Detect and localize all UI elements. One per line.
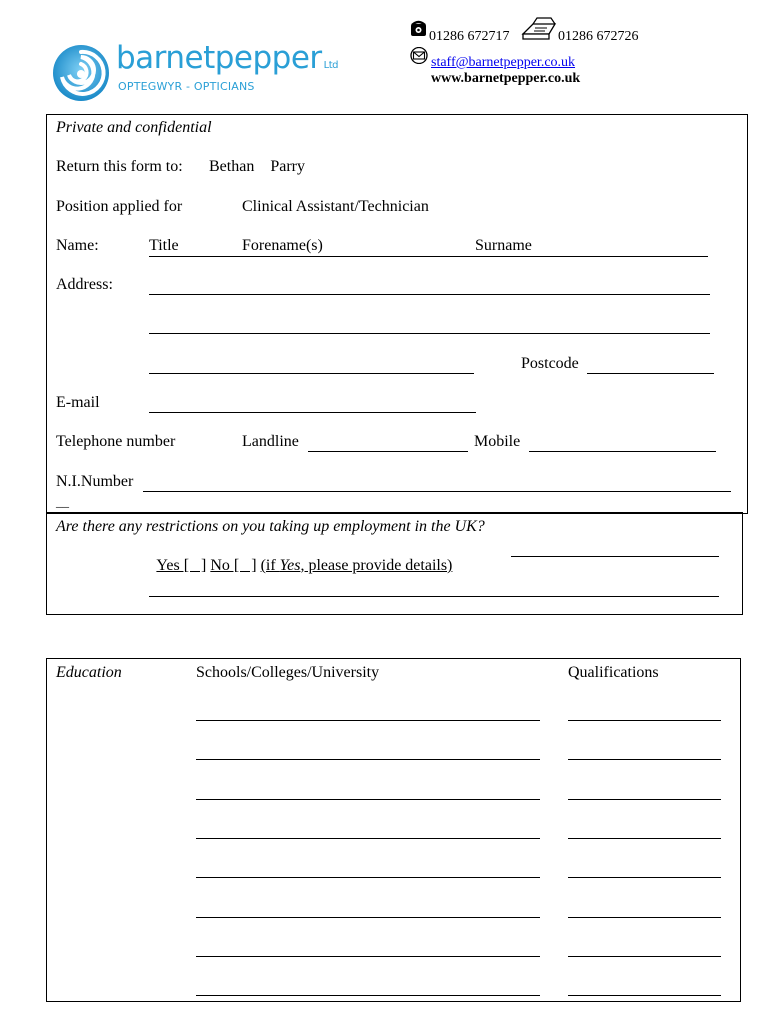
surname-field-label[interactable]: Surname bbox=[475, 237, 532, 254]
website-link[interactable]: www.barnetpepper.co.uk bbox=[431, 71, 581, 86]
email-envelope-icon bbox=[410, 47, 428, 64]
email-line[interactable] bbox=[149, 412, 476, 413]
address-line-2[interactable] bbox=[149, 333, 710, 334]
forename-field-label[interactable]: Forename(s) bbox=[242, 237, 323, 254]
schools-column-header: Schools/Colleges/University bbox=[196, 664, 380, 681]
ni-number-line[interactable] bbox=[143, 491, 731, 492]
brand-subtitle: OPTEGWYR - OPTICIANS bbox=[118, 80, 255, 93]
restrictions-yes-checkbox[interactable]: Yes [ ] bbox=[156, 557, 207, 574]
address-label: Address: bbox=[56, 276, 113, 293]
address-line-3[interactable] bbox=[149, 373, 474, 374]
telephone-label: Telephone number bbox=[56, 433, 176, 450]
brand-name: barnetpepper Ltd bbox=[116, 40, 339, 76]
postcode-line[interactable] bbox=[587, 373, 714, 374]
postcode-label: Postcode bbox=[521, 355, 579, 372]
education-school-line[interactable] bbox=[196, 995, 540, 996]
restrictions-no-checkbox[interactable]: No [ ] bbox=[210, 557, 257, 574]
phone-number: 01286 672717 bbox=[429, 29, 510, 44]
telephone-icon bbox=[410, 20, 427, 37]
name-label: Name: bbox=[56, 237, 99, 254]
restrictions-details-line-2[interactable] bbox=[149, 596, 719, 597]
restrictions-answer bbox=[149, 539, 452, 575]
education-school-line[interactable] bbox=[196, 720, 540, 721]
education-qualification-line[interactable] bbox=[568, 759, 721, 760]
education-qualification-line[interactable] bbox=[568, 877, 721, 878]
education-heading: Education bbox=[56, 664, 122, 681]
position-label: Position applied for bbox=[56, 198, 183, 215]
eye-swirl-logo-icon bbox=[52, 44, 110, 102]
landline-label: Landline bbox=[242, 433, 299, 450]
return-name: Bethan Parry bbox=[209, 158, 305, 175]
education-qualification-line[interactable] bbox=[568, 995, 721, 996]
email-label: E-mail bbox=[56, 394, 100, 411]
restrictions-question: Are there any restrictions on you taking up employment in the UK? bbox=[56, 518, 485, 535]
education-school-line[interactable] bbox=[196, 917, 540, 918]
education-school-line[interactable] bbox=[196, 877, 540, 878]
restrictions-details-prompt: (if Yes, please provide details) bbox=[260, 557, 453, 574]
position-value: Clinical Assistant/Technician bbox=[242, 198, 429, 215]
fax-machine-icon bbox=[519, 16, 559, 42]
qualifications-column-header: Qualifications bbox=[568, 664, 659, 681]
education-qualification-line[interactable] bbox=[568, 799, 721, 800]
education-qualification-line[interactable] bbox=[568, 720, 721, 721]
fax-number: 01286 672726 bbox=[558, 29, 639, 44]
mobile-line[interactable] bbox=[529, 451, 716, 452]
education-qualification-line[interactable] bbox=[568, 956, 721, 957]
ni-number-overflow: __ bbox=[56, 494, 69, 509]
education-school-line[interactable] bbox=[196, 838, 540, 839]
education-qualification-line[interactable] bbox=[568, 917, 721, 918]
confidential-notice: Private and confidential bbox=[56, 119, 212, 136]
return-label: Return this form to: bbox=[56, 158, 183, 175]
company-logo bbox=[52, 40, 352, 100]
education-box bbox=[46, 658, 741, 1002]
mobile-label: Mobile bbox=[474, 433, 521, 450]
name-underline bbox=[149, 256, 708, 257]
address-line-1[interactable] bbox=[149, 294, 710, 295]
email-link[interactable]: staff@barnetpepper.co.uk bbox=[431, 55, 576, 70]
ni-number-label: N.I.Number bbox=[56, 473, 134, 490]
education-qualification-line[interactable] bbox=[568, 838, 721, 839]
education-school-line[interactable] bbox=[196, 759, 540, 760]
education-school-line[interactable] bbox=[196, 799, 540, 800]
restrictions-details-line-1[interactable] bbox=[511, 556, 719, 557]
title-field-label[interactable]: Title bbox=[149, 237, 179, 254]
education-school-line[interactable] bbox=[196, 956, 540, 957]
landline-line[interactable] bbox=[308, 451, 468, 452]
